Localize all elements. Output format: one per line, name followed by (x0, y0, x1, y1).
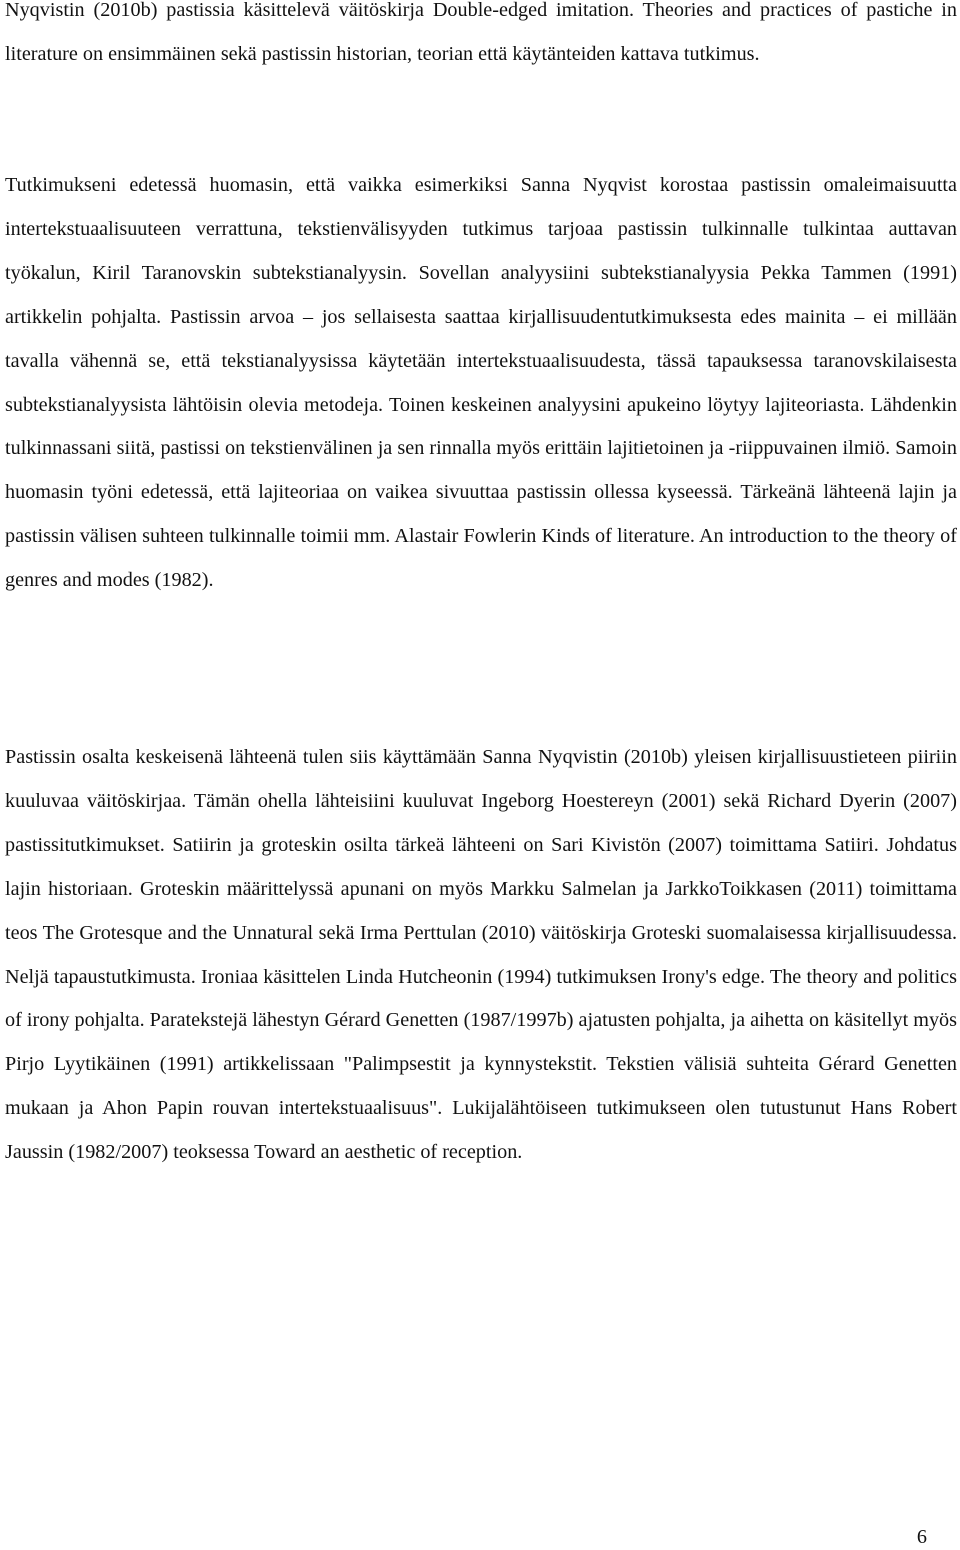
paragraph-research-method: Tutkimukseni edetessä huomasin, että vaikka esimerkiksi Sanna Nyqvist korostaa pastissin omaleimaisuutta intertekstuaalisuuteen verrattuna, tekstienvälisyyden tutkimus tarjoaa pastissin tulkinnalle tulkintaa auttavan työkalun, Kiril Taranovskin subtekstianalyysin. Sovellan analyysiini subtekstianalyysia Pekka Tammen (1991) artikkelin pohjalta. Pastissin arvoa – jos sellaisesta saattaa kirjallisuudentutkimuksesta edes mainita – ei millään tavalla vähennä se, että tekstianalyysissa käytetään intertekstuaalisuudesta, tässä tapauksessa taranovskilaisesta subtekstianalyysista lähtöisin olevia metodeja. Toinen keskeinen analyysini apukeino löytyy lajiteoriasta. Lähdenkin tulkinnassani siitä, pastissi on tekstienvälinen ja sen rinnalla myös erittäin lajitietoinen ja -riippuvainen ilmiö. Samoin huomasin työni edetessä, että lajiteoriaa on vaikea sivuuttaa pastissin ollessa kyseessä. Tärkeänä lähteenä lajin ja pastissin välisen suhteen tulkinnalle toimii mm. Alastair Fowlerin Kinds of literature. An introduction to the theory of genres and modes (1982). (5, 174, 957, 592)
page-number: 6 (916, 1526, 927, 1548)
paragraph-nyqvist-dissertation: Nyqvistin (2010b) pastissia käsittelevä väitöskirja Double-edged imitation. Theories and practices of pastiche in literature on ensimmäinen sekä pastissin historian, teorian että käytänteiden kattava tutkimus. (5, 0, 957, 65)
paragraph-sources: Pastissin osalta keskeisenä lähteenä tulen siis käyttämään Sanna Nyqvistin (2010b) yleisen kirjallisuustieteen piiriin kuuluvaa väitöskirjaa. Tämän ohella lähteisiini kuuluvat Ingeborg Hoestereyn (2001) sekä Richard Dyerin (2007) pastissitutkimukset. Satiirin ja groteskin osilta tärkeä lähteeni on Sari Kivistön (2007) toimittama Satiiri. Johdatus lajin historiaan. Groteskin määrittelyssä apunani on myös Markku Salmelan ja JarkkoToikkasen (2011) toimittama teos The Grotesque and the Unnatural sekä Irma Perttulan (2010) väitöskirja Groteski suomalaisessa kirjallisuudessa. Neljä tapaustutkimusta. Ironiaa käsittelen Linda Hutcheonin (1994) tutkimuksen Irony's edge. The theory and politics of irony pohjalta. Paratekstejä lähestyn Gérard Genetten (1987/1997b) ajatusten pohjalta, ja aihetta on käsitellyt myös Pirjo Lyytikäinen (1991) artikkelissaan "Palimpsestit ja kynnystekstit. Tekstien välisiä suhteita Gérard Genetten mukaan ja Ahon Papin rouvan intertekstuaalisuus". Lukijalähtöiseen tutkimukseen olen tutustunut Hans Robert Jaussin (1982/2007) teoksessa Toward an aesthetic of reception. (5, 746, 957, 1164)
